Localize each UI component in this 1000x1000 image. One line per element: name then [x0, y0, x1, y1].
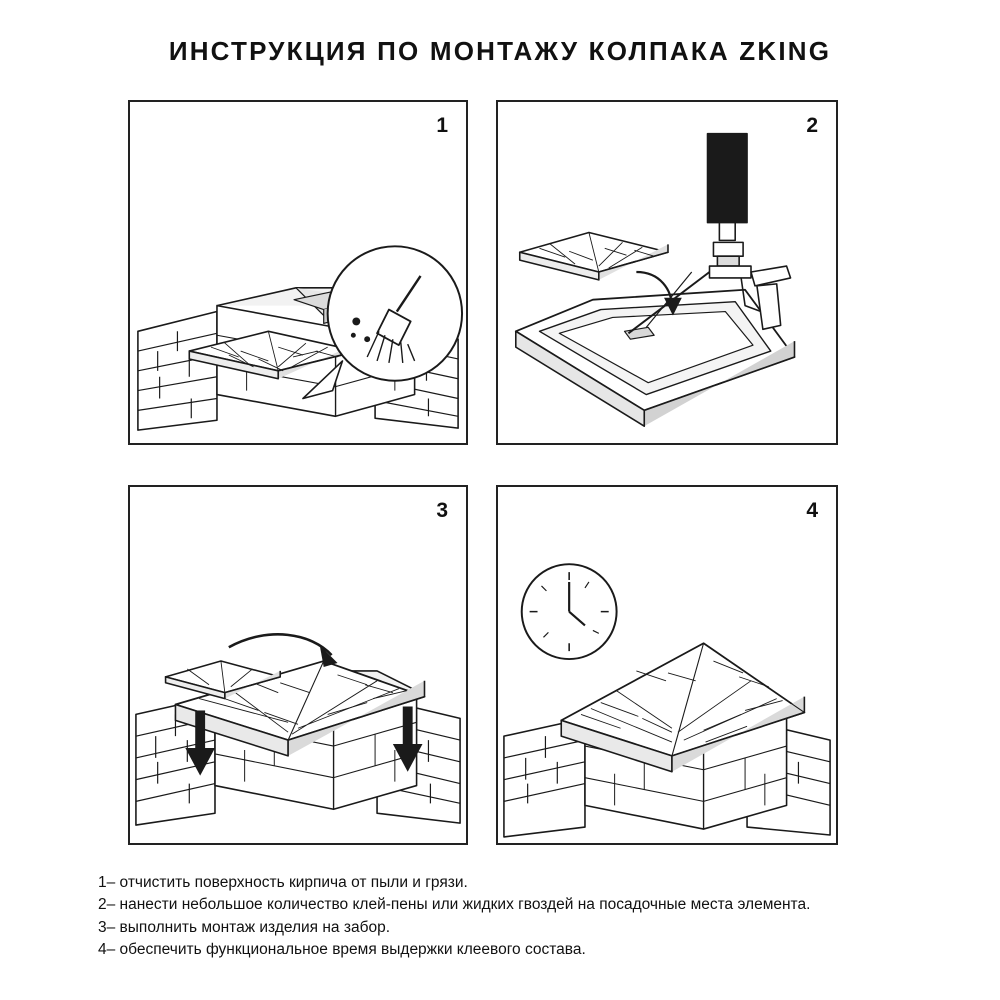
legend-line-2: 2– нанести небольшое количество клей-пены или жидких гвоздей на посадочные места элемента. [98, 896, 811, 914]
page-title: ИНСТРУКЦИЯ ПО МОНТАЖУ КОЛПАКА ZKING [168, 36, 832, 66]
panel-1-illustration [130, 102, 466, 443]
legend-line-3: 3– выполнить монтаж изделия на забор. [98, 918, 391, 936]
panel-step-3 [128, 485, 468, 845]
panel-step-2 [496, 100, 838, 445]
panel-3-illustration [130, 487, 466, 843]
panel-4-illustration [498, 487, 836, 843]
panel-step-4 [496, 485, 838, 845]
legend-line-4: 4– обеспечить функциональное время выдержки клеевого состава. [98, 941, 586, 959]
panel-number-2: 2 [806, 114, 818, 137]
panel-number-1: 1 [436, 114, 448, 137]
clock-icon [522, 564, 617, 659]
dust-icon [352, 317, 360, 325]
foam-canister-icon [708, 134, 748, 241]
cap-base-icon [516, 290, 795, 426]
steps-grid [128, 100, 838, 845]
panel-2-illustration [498, 102, 836, 443]
panel-step-1 [128, 100, 468, 445]
legend-block [98, 872, 938, 962]
panel-number-3: 3 [436, 499, 448, 522]
legend-line-1: 1– отчистить поверхность кирпича от пыли и грязи. [98, 874, 468, 891]
brick-fence-icon [138, 312, 217, 431]
panel-number-4: 4 [806, 499, 818, 522]
